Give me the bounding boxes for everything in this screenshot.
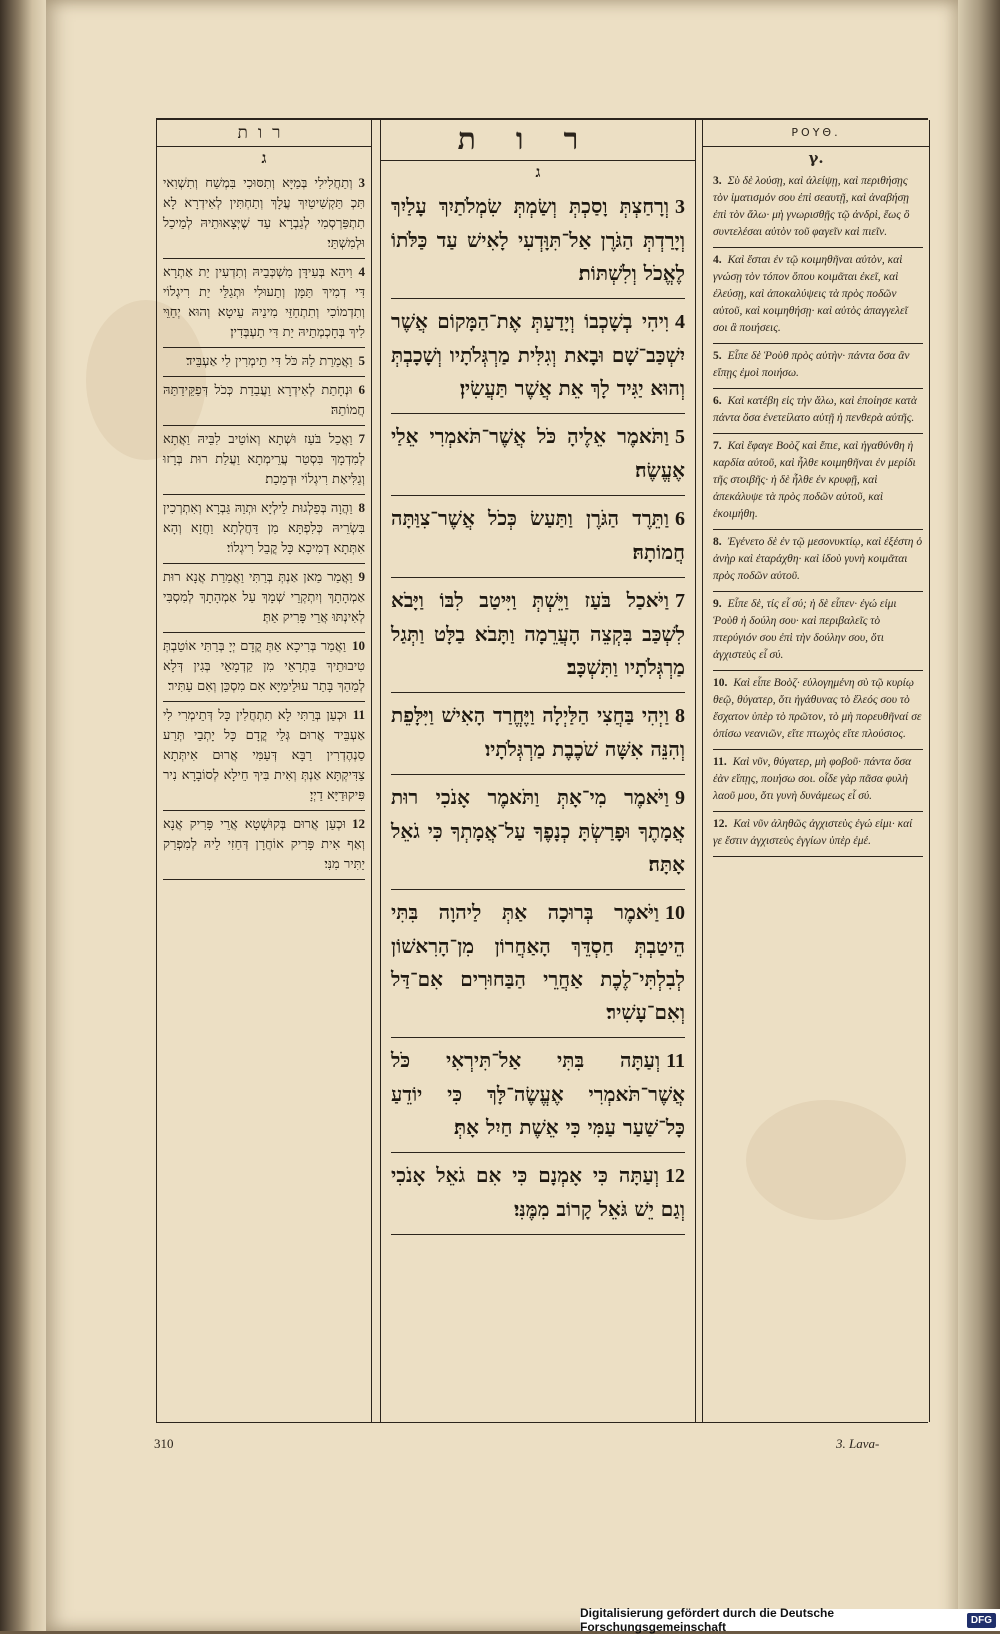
- hebrew-verse: [391, 496, 685, 578]
- greek-verse: [713, 434, 923, 530]
- targum-verse-number: 11: [352, 707, 365, 722]
- targum-verse-number: 5: [358, 353, 365, 368]
- targum-verse-text: וּנְחָתַת לְאִידְרָא וַעֲבַדַת כְּכֹל דְּפַקֵּידַתַּהּ חֲמוֹתַהּ׃: [163, 383, 365, 418]
- hebrew-verse: [391, 299, 685, 414]
- targum-verse-number: 7: [358, 431, 365, 446]
- hebrew-verse: [391, 578, 685, 693]
- greek-verse: [713, 812, 923, 857]
- targum-verse: [163, 702, 365, 811]
- hebrew-column-title: רות: [381, 120, 695, 161]
- hebrew-verse-number: 7: [675, 590, 685, 612]
- digitization-notice: Digitalisierung gefördert durch die Deutsche Forschungsgemeinschaft: [580, 1606, 835, 1634]
- targum-verse-text: וַאֲמַרַת לַהּ כֹּל דִּי תֵימְרִין לִי אַעְבֵּיד׃: [186, 354, 353, 369]
- greek-verse: [713, 750, 923, 812]
- greek-verse-text: Καὶ νῦν, θύγατερ, μὴ φοβοῦ· πάντα ὅσα ἐὰν εἴπῃς, ποιήσω σοι. οἶδε γὰρ πᾶσα φυλὴ λαοῦ μου, ὅτι γυνὴ δυνάμεως εἶ σύ.: [713, 756, 912, 802]
- targum-verse: [163, 348, 365, 377]
- targum-verse: [163, 170, 365, 259]
- targum-verse: [163, 811, 365, 880]
- targum-verse: [163, 259, 365, 348]
- targum-verse-number: 6: [358, 382, 365, 397]
- greek-verse-number: 11.: [713, 756, 727, 768]
- greek-verse: [713, 530, 923, 592]
- hebrew-verse-text: וְעַתָּה בִּתִּי אַל־תִּירְאִי כֹּל אֲשֶׁר־תֹּאמְרִי אֶעֱשֶׂה־לָּךְ כִּי יוֹדֵעַ כָּל־שַׁעַר עַמִּי כִּי אֵשֶׁת חַיִל אָתְּ׃: [391, 1048, 685, 1139]
- hebrew-verse-text: וִיהִי בְשָׁכְבוֹ וְיָדַעַתְּ אֶת־הַמָּקוֹם אֲשֶׁר יִשְׁכַּב־שָׁם וּבָאת וְגִלִּית מַרְגְּלֹתָיו וְשָׁכָבְתְּ וְהוּא יַגִּיד לָךְ אֵת אֲשֶׁר תַּעֲשִׂין׃: [391, 309, 685, 400]
- greek-verse-number: 9.: [713, 598, 722, 610]
- greek-column-title: ΡΟΥΘ.: [703, 120, 929, 147]
- hebrew-verse-text: וַיֹּאכַל בֹּעַז וַיֵּשְׁתְּ וַיִּיטַב לִבּוֹ וַיָּבֹא לִשְׁכַּב בִּקְצֵה הָעֲרֵמָה וַתָּבֹא בַלָּט וַתְּגַל מַרְגְּלֹתָיו וַתִּשְׁכָּב׃: [391, 588, 685, 679]
- hebrew-verse: [391, 693, 685, 775]
- targum-verse-text: וַאֲמַר מַאן אַנְתְּ בְּרַתִּי וַאֲמַרַת אֲנָא רוּת אַמְהָתָךְ וְיִתְקְרֵי שְׁמָךְ עַל אַמְהָתָךְ לְמִסְבִּי לְאִינְתּוּ אֲרֵי פָּרִיק אַתְּ׃: [163, 570, 365, 625]
- greek-verse-text: Εἶπε δὲ, τίς εἶ σύ; ἡ δὲ εἶπεν· ἐγώ εἰμι Ῥοὺθ ἡ δούλη σου· καὶ περιβαλεῖς τὸ πτερύγιόν σου ἐπὶ τὴν δούλην σου, ὅτι ἀγχιστεὺς εἶ σύ.: [713, 598, 897, 661]
- targum-verse-text: וִיהֵא בְּעִידָּן מִשְׁכְּבֵיהּ וְתִדְעִין יַת אַתְרָא דִּי דְמִיךְ תַּמָּן וְתֵעוּלִי וּתְגַלֵּי יַת רִיגְלוֹי וְתִדְמוֹכִי וְתִתְחַזֵּי מִינֵיהּ עֵיטָא וְהוּא יְחַוֵּי לִיךְ בְּחָכְמְתֵיהּ יַת דִּי תַעְבְּדִין׃: [163, 265, 365, 340]
- hebrew-verse: [391, 1153, 685, 1235]
- book-edge-left: [0, 0, 46, 1631]
- targum-verse: [163, 633, 365, 702]
- hebrew-verse: [391, 414, 685, 496]
- hebrew-verse-number: 10: [665, 902, 685, 924]
- hebrew-verse-text: וַיֹּאמֶר מִי־אָתְּ וַתֹּאמֶר אָנֹכִי רוּת אֲמָתֶךָ וּפָרַשְׂתָּ כְנָפֶךָ עַל־אֲמָתְךָ כִּי גֹאֵל אָתָּה׃: [391, 785, 685, 876]
- hebrew-verse-text: וְעַתָּה כִּי אָמְנָם כִּי אִם גֹאֵל אָנֹכִי וְגַם יֵשׁ גֹּאֵל קָרוֹב מִמֶּנִּי׃: [391, 1163, 685, 1221]
- greek-verse-text: Εἶπε δὲ Ῥοὺθ πρὸς αὐτὴν· πάντα ὅσα ἂν εἴπῃς ἐμοὶ ποιήσω.: [713, 350, 910, 379]
- hebrew-verse-number: 3: [675, 196, 685, 218]
- greek-verse-text: Καὶ κατέβη εἰς τὴν ἅλω, καὶ ἐποίησε κατὰ πάντα ὅσα ἐνετείλατο αὐτῇ ἡ πενθερὰ αὐτῆς.: [713, 395, 917, 424]
- greek-verse-number: 3.: [713, 175, 722, 187]
- hebrew-verse-text: וַיֹּאמֶר בְּרוּכָה אַתְּ לַיהוָה בִּתִּי הֵיטַבְתְּ חַסְדֵּךְ הָאַחֲרוֹן מִן־הָרִאשׁוֹן לְבִלְתִּי־לֶכֶת אַחֲרֵי הַבַּחוּרִים אִם־דַּל וְאִם־עָשִׁיר׃: [391, 900, 685, 1024]
- greek-verse-number: 6.: [713, 395, 722, 407]
- targum-verse-number: 4: [358, 264, 365, 279]
- greek-verse-number: 7.: [713, 440, 722, 452]
- hebrew-verse-text: וְרָחַצְתְּ וָסַכְתְּ וְשַׂמְתְּ שִׂמְלֹתַיִךְ עָלַיִךְ וְיָרַדְתְּ הַגֹּרֶן אַל־תִּוָּדְעִי לָאִישׁ עַד כַּלֹּתוֹ לֶאֱכֹל וְלִשְׁתּוֹת׃: [391, 194, 685, 285]
- hebrew-verse-number: 6: [675, 508, 685, 530]
- targum-verse-text: וַהֲוָה בְּפַלְגוּת לֵילְיָא וּתְוַהּ גַּבְרָא וְאִתְרְכִין בִּשְׂרֵיהּ כְּלִפְתָּא מִן דַּחֲלְתָא וַחֲזָא וְהָא אִתְּתָא דְמִיכָא כָּל קֳבֵל רִיגְלוֹי׃: [163, 501, 365, 556]
- targum-column: [156, 120, 372, 1422]
- hebrew-verse-text: וַתֵּרֶד הַגֹּרֶן וַתַּעַשׂ כְּכֹל אֲשֶׁר־צִוַּתָּה חֲמוֹתָהּ׃: [391, 506, 685, 564]
- targum-verse-number: 8: [358, 500, 365, 515]
- hebrew-column: [380, 120, 696, 1422]
- targum-verse-number: 3: [358, 175, 365, 190]
- greek-verses: [703, 169, 929, 857]
- greek-verse-number: 4.: [713, 254, 722, 266]
- greek-verse-text: Καὶ εἶπε Βοὸζ· εὐλογημένη σὺ τῷ κυρίῳ θεῷ, θύγατερ, ὅτι ἠγάθυνας τὸ ἔλεός σου τὸ ἔσχατον ὑπὲρ τὸ πρῶτον, τὸ μὴ πορευθῆναί σε ὀπίσω νεανιῶν, εἴτε πτωχὸς εἴτε πλούσιος.: [713, 677, 922, 740]
- targum-verse-text: וַאֲכַל בֹּעַז וּשְׁתָא וְאוֹטֵיב לִבֵּיהּ וַאֲתָא לְמִדְמָךְ בִּסְטַר עֲרֵימְתָא וַעֲלַת רוּת בְּרָזוּ וְגַלִּיאַת רִיגְלוֹי וּדְמַכַת׃: [163, 432, 365, 487]
- hebrew-verse-number: 9: [675, 787, 685, 809]
- hebrew-verse-number: 8: [675, 705, 685, 727]
- digitization-banner: [580, 1606, 1000, 1634]
- greek-verse-number: 8.: [713, 536, 722, 548]
- hebrew-verse: [391, 1038, 685, 1153]
- targum-verse-number: 10: [352, 638, 365, 653]
- greek-verse: [713, 592, 923, 671]
- catchword: 3. Lava-: [836, 1436, 880, 1451]
- targum-chapter: ג: [261, 149, 267, 167]
- targum-verse: [163, 426, 365, 495]
- hebrew-verse: [391, 775, 685, 890]
- hebrew-verse-text: וַתֹּאמֶר אֵלֶיהָ כֹּל אֲשֶׁר־תֹּאמְרִי אֵלַי אֶעֱשֶׂה׃: [391, 424, 685, 482]
- hebrew-verses: [381, 184, 695, 1235]
- greek-verse-number: 10.: [713, 677, 728, 689]
- hebrew-verse-number: 11: [666, 1050, 685, 1072]
- hebrew-verse-number: 12: [665, 1165, 685, 1187]
- hebrew-verse: [391, 890, 685, 1038]
- hebrew-chapter: ג: [535, 163, 541, 181]
- greek-verse-text: Ἐγένετο δὲ ἐν τῷ μεσονυκτίῳ, καὶ ἐξέστη ὁ ἀνὴρ καὶ ἐταράχθη· καὶ ἰδοὺ γυνὴ κοιμᾶται πρὸς ποδῶν αὐτοῦ.: [713, 536, 923, 582]
- targum-verse-text: וְתַחֲלִילִי בְּמַיָּא וְתִסּוּכִי בִּמְשַׁח וְתִשְׁוִאי תִּכְ תַּקְשִׁיטַיִךְ עֲלָךְ וְתַחְתִּין לְאִידְרָא לָא תִתְפַּרְסְמִי לְגַבְרָא עַד שֶׁיְּצָאוּתֵיהּ לְמֵיכַל וּלְמִשְׁתֵּי׃: [163, 176, 365, 251]
- greek-verse-text: Καὶ ἔφαγε Βοὸζ καὶ ἔπιε, καὶ ἠγαθύνθη ἡ καρδία αὐτοῦ, καὶ ἦλθε κοιμηθῆναι ἐν μερίδι τῆς στοιβῆς· ἡ δὲ ἦλθε ἐν κρυφῇ, καὶ ἀπεκάλυψε τὰ πρὸς ποδῶν αὐτοῦ, καὶ ἐκοιμήθη.: [713, 440, 916, 520]
- greek-verse-number: 12.: [713, 818, 728, 830]
- greek-column: [702, 120, 930, 1422]
- greek-verse-text: Καὶ ἔσται ἐν τῷ κοιμηθῆναι αὐτὸν, καὶ γνώσῃ τὸν τόπον ὅπου κοιμᾶται ἐκεῖ, καὶ ἐλεύσῃ, καὶ ἀποκαλύψεις τὰ πρὸς ποδῶν αὐτοῦ, καὶ κοιμηθήσῃ· καὶ αὐτὸς ἀπαγγελεῖ σοι ἃ ποιήσεις.: [713, 254, 908, 334]
- targum-verse: [163, 495, 365, 564]
- dfg-logo[interactable]: DFG: [967, 1613, 996, 1628]
- book-edge-right: [958, 0, 1000, 1631]
- targum-verse: [163, 564, 365, 633]
- targum-verse: [163, 377, 365, 426]
- greek-chapter: γ.: [808, 149, 824, 167]
- greek-verse-number: 5.: [713, 350, 722, 362]
- greek-verse-text: Σὺ δὲ λούσῃ, καὶ ἀλείψῃ, καὶ περιθήσῃς τὸν ἱματισμόν σου ἐπὶ σεαυτῇ, καὶ ἀναβήσῃ ἐπὶ τὸν ἅλω· μὴ γνωρισθῇς τῷ ἀνδρὶ, ἕως ὃ συντελέσαι αὐτὸν τοῦ φαγεῖν καὶ πιεῖν.: [713, 175, 910, 238]
- greek-verse: [713, 344, 923, 389]
- page-number: 310: [154, 1436, 174, 1451]
- hebrew-verse-text: וַיְהִי בַּחֲצִי הַלַּיְלָה וַיֶּחֱרַד הָאִישׁ וַיִּלָּפֵת וְהִנֵּה אִשָּׁה שֹׁכֶבֶת מַרְגְּלֹתָיו׃: [391, 703, 685, 761]
- greek-verse: [713, 169, 923, 248]
- hebrew-verse: [391, 184, 685, 299]
- text-frame: [156, 118, 928, 1423]
- targum-verse-number: 12: [352, 816, 365, 831]
- book-page: [46, 0, 958, 1631]
- greek-verse-text: Καὶ νῦν ἀληθῶς ἀγχιστεὺς ἐγώ εἰμι· καί γε ἔστιν ἀγχιστεὺς ἐγγίων ὑπὲρ ἐμέ.: [713, 818, 913, 847]
- targum-verse-text: וּכְעַן בְּרַתִּי לָא תִתְחֲלִין כָּל דְּתֵימְרִי לִי אַעְבֵּיד אֲרוּם גְּלֵי קֳדָם כָּל יָתְבֵי תְּרַע סַנְהֶדְרִין רַבָּא דְּעַמִּי אֲרוּם אִיתְּתָא צַדִּיקְתָּא אַנְתְּ וְאִית בִּיךְ חֵילָא לְסוֹבָרָא נִיר פִּיקוּדַיָּא דַיְיָ׃: [163, 708, 365, 803]
- targum-column-title: רות: [157, 120, 371, 147]
- hebrew-verse-number: 5: [675, 426, 685, 448]
- targum-verses: [157, 170, 371, 880]
- targum-verse-number: 9: [358, 569, 365, 584]
- greek-verse: [713, 389, 923, 434]
- greek-verse: [713, 671, 923, 750]
- hebrew-verse-number: 4: [675, 311, 685, 333]
- targum-verse-text: וַאֲמַר בְּרִיכָא אַתְּ קֳדָם יְיָ בְּרַתִּי אוֹטֵבְתְּ טִיבוּתֵיךְ בַּתְרָאֵי מִן קַדְמָאֵי בְּגִין דְּלָא לְמֵהַךְ בָּתַר עוּלֵימַיָּא אִם מִסְכֵּן וְאִם עַתִּיר׃: [163, 639, 365, 694]
- targum-verse-text: וּכְעַן אֲרוּם בְּקוּשְׁטָא אֲרֵי פָּרִיק אֲנָא וְאַף אִית פָּרִיק אוֹחֲרָן דְּחַזִי לֵיהּ לְמִפְרַק יַתִּיר מִנִּי׃: [163, 817, 365, 872]
- greek-verse: [713, 248, 923, 344]
